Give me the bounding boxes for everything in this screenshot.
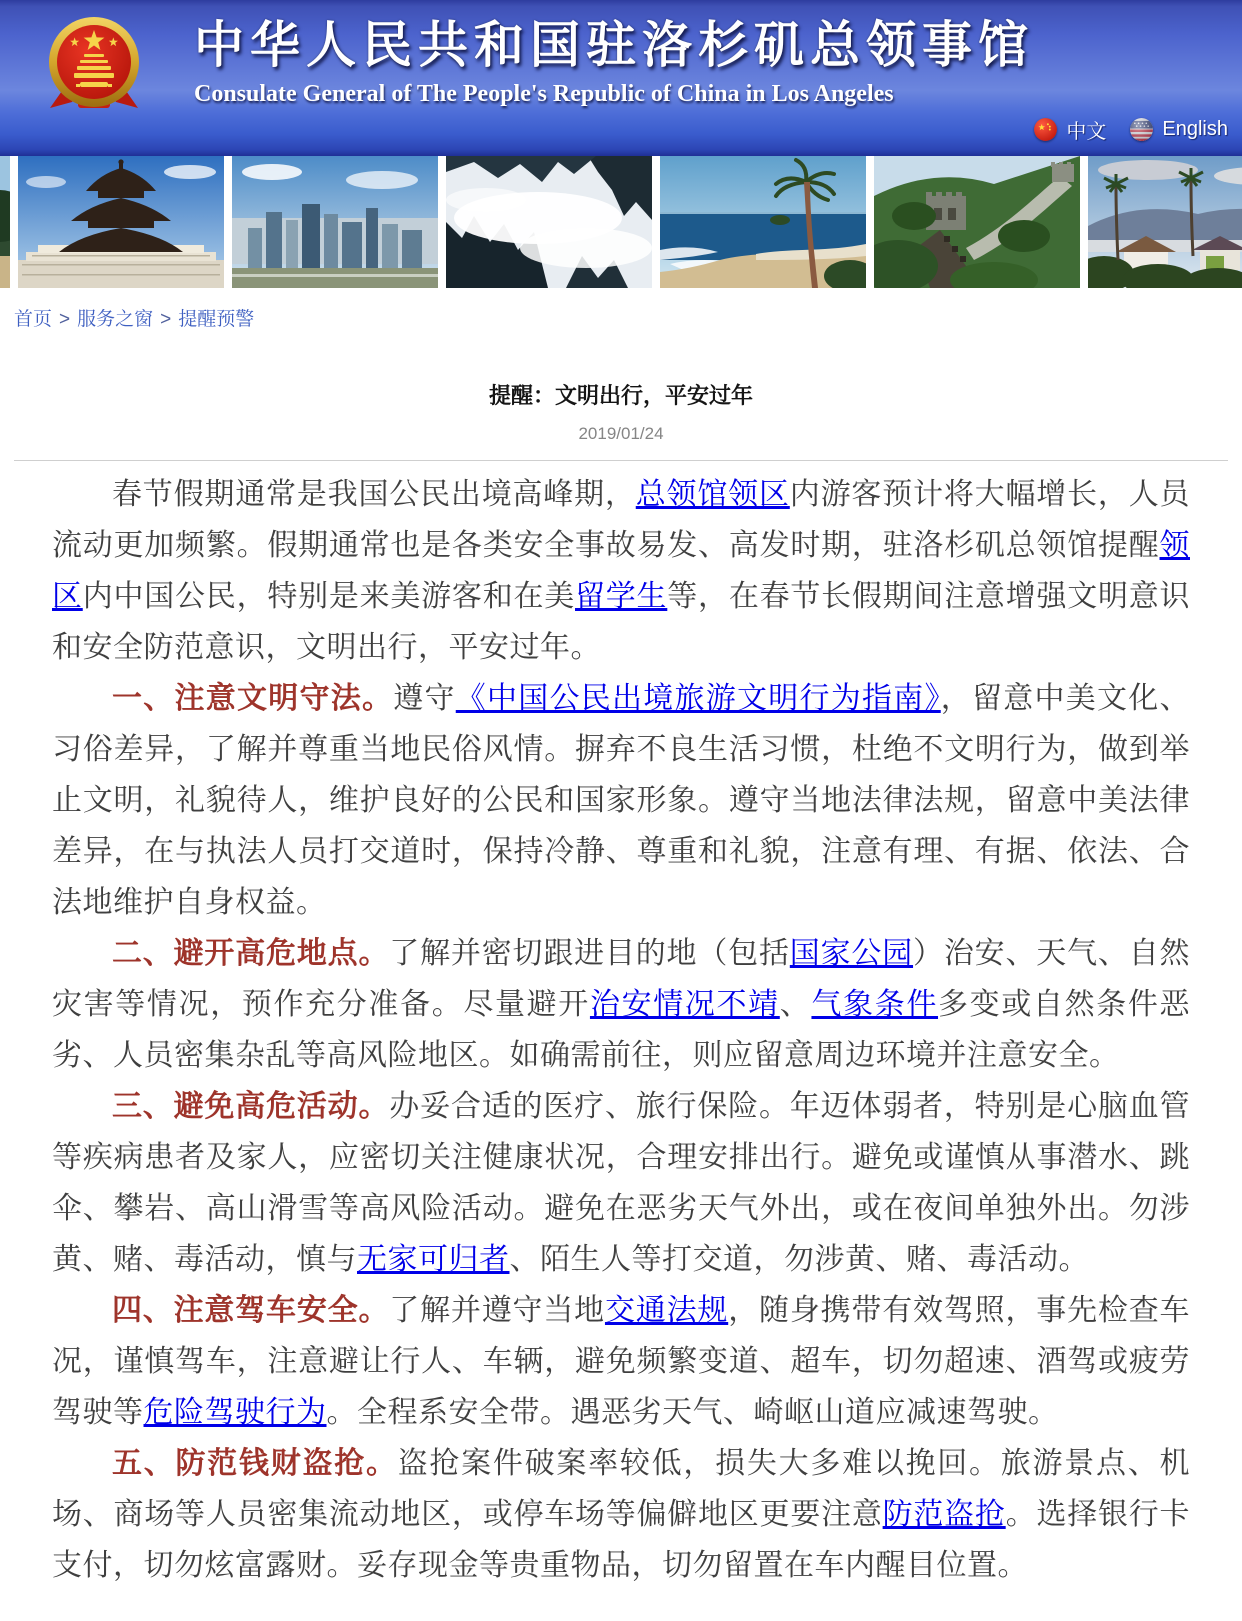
inline-link[interactable]: 治安情况不靖	[589, 988, 780, 1021]
section-heading: 四、注意驾车安全。	[112, 1294, 390, 1327]
great-wall-photo	[874, 156, 1080, 288]
breadcrumb-link[interactable]: 服务之窗	[77, 309, 154, 330]
inline-link[interactable]: 交通法规	[604, 1294, 729, 1327]
lang-english-link[interactable]	[1130, 118, 1228, 141]
paragraph-text: 了解并密切跟进目的地（包括	[389, 937, 790, 970]
paragraph-text: 。选择银行卡支付，切勿炫富露财。妥存现金等贵重物品，切勿留置在车内醒目位置。	[52, 1498, 1191, 1582]
lang-english-label: English	[1162, 118, 1228, 140]
paragraph-text: 内游客预计将大幅增长，人员流动更加频繁。假期通常也是各类安全事故易发、高发时期，驻洛杉矶总领馆提醒	[52, 478, 1191, 562]
inline-link[interactable]: 总领馆领区	[635, 478, 790, 511]
section-heading: 二、避开高危地点。	[112, 937, 390, 970]
language-switcher	[1020, 115, 1228, 144]
site-header	[0, 0, 1242, 156]
breadcrumb-link[interactable]: 首页	[14, 309, 53, 330]
la-palms-houses-photo	[1088, 156, 1242, 288]
paragraph-text: 。全程系安全带。遇恶劣天气、崎岖山道应减速驾驶。	[326, 1396, 1059, 1429]
us-flag-icon	[1130, 118, 1153, 141]
breadcrumb	[0, 288, 1242, 331]
lang-chinese-label: 中文	[1066, 121, 1107, 143]
china-flag-icon	[1034, 118, 1057, 141]
inline-link[interactable]: 危险驾驶行为	[143, 1396, 327, 1429]
coast-palm-beach-photo	[660, 156, 866, 288]
article-date: 2019/01/24	[578, 424, 664, 443]
article-title: 提醒：文明出行，平安过年	[488, 383, 753, 408]
inline-link[interactable]: 《中国公民出境旅游文明行为指南》	[455, 682, 941, 715]
consulate-title-en: Consulate General of The People's Republic of China in Los Angeles	[194, 81, 894, 107]
paragraph-text: ）治安、天气、自然灾害等情况，预作充分准备。尽量避开	[52, 937, 1191, 1021]
article-paragraph	[52, 1081, 1190, 1285]
photo-track	[0, 156, 1242, 288]
inline-link[interactable]: 国家公园	[789, 937, 914, 970]
article-paragraph	[52, 1285, 1190, 1438]
breadcrumb-separator: >	[160, 309, 172, 330]
article-paragraph	[52, 928, 1190, 1081]
paragraph-text: 多变或自然条件恶劣、人员密集杂乱等高风险地区。如确需前往，则应留意周边环境并注意安全。	[52, 988, 1191, 1072]
paragraph-text: 盗抢案件破案率较低，损失大多难以挽回。旅游景点、机场、商场等人员密集流动地区，或停车场等偏僻地区更要注意	[52, 1447, 1191, 1531]
breadcrumb-link[interactable]: 提醒预警	[178, 309, 255, 330]
paragraph-text: 春节假期通常是我国公民出境高峰期，	[112, 478, 636, 511]
coastal-edge-photo	[0, 156, 10, 288]
photo-banner	[0, 156, 1242, 288]
paragraph-text: 了解并遵守当地	[389, 1294, 605, 1327]
paragraph-text: 内中国公民，特别是来美游客和在美	[82, 580, 575, 613]
paragraph-text: ，随身携带有效驾照，事先检查车况，谨慎驾车，注意避让行人、车辆，避免频繁变道、超车，切勿超速、酒驾或疲劳驾驶等	[52, 1294, 1191, 1429]
paragraph-text: ，留意中美文化、习俗差异，了解并尊重当地民俗风情。摒弃不良生活习惯，杜绝不文明行为，做到举止文明，礼貌待人，维护良好的公民和国家形象。遵守当地法律法规，留意中美法律差异，在与执法人员打交道时，保持冷静、尊重和礼貌，注意有理、有据、依法、合法地维护自身权益。	[52, 682, 1190, 919]
paragraph-text: 、	[779, 988, 812, 1021]
breadcrumb-separator: >	[59, 309, 71, 330]
lang-chinese-link[interactable]	[1034, 115, 1106, 144]
paragraph-text: 办妥合适的医疗、旅行保险。年迈体弱者，特别是心脑血管等疾病患者及家人，应密切关注健康状况，合理安排出行。避免或谨慎从事潜水、跳伞、攀岩、高山滑雪等高风险活动。避免在恶劣天气外出，或在夜间单独外出。勿涉黄、赌、毒活动，慎与	[52, 1090, 1191, 1276]
consulate-title-zh: 中华人民共和国驻洛杉矶总领事馆	[194, 17, 1034, 73]
inline-link[interactable]: 留学生	[575, 580, 668, 613]
article-paragraph	[52, 673, 1190, 928]
national-emblem-icon	[44, 10, 144, 118]
section-heading: 三、避免高危活动。	[112, 1090, 390, 1123]
inline-link[interactable]: 领区	[52, 529, 1190, 613]
inline-link[interactable]: 无家可归者	[357, 1243, 510, 1276]
los-angeles-skyline-photo	[232, 156, 438, 288]
inline-link[interactable]: 气象条件	[811, 988, 939, 1021]
paragraph-text: 等，在春节长假期间注意增强文明意识和安全防范意识，文明出行，平安过年。	[52, 580, 1191, 664]
article-paragraph	[52, 1438, 1190, 1591]
article-paragraph	[52, 469, 1190, 673]
article-body	[0, 461, 1242, 1621]
paragraph-text: 遵守	[393, 682, 456, 715]
huangshan-mist-photo	[446, 156, 652, 288]
paragraph-text: 、陌生人等打交道，勿涉黄、赌、毒活动。	[509, 1243, 1089, 1276]
inline-link[interactable]: 防范盗抢	[882, 1498, 1006, 1531]
section-heading: 一、注意文明守法。	[112, 682, 394, 715]
temple-of-heaven-photo	[18, 156, 224, 288]
section-heading: 五、防范钱财盗抢。	[112, 1447, 398, 1480]
